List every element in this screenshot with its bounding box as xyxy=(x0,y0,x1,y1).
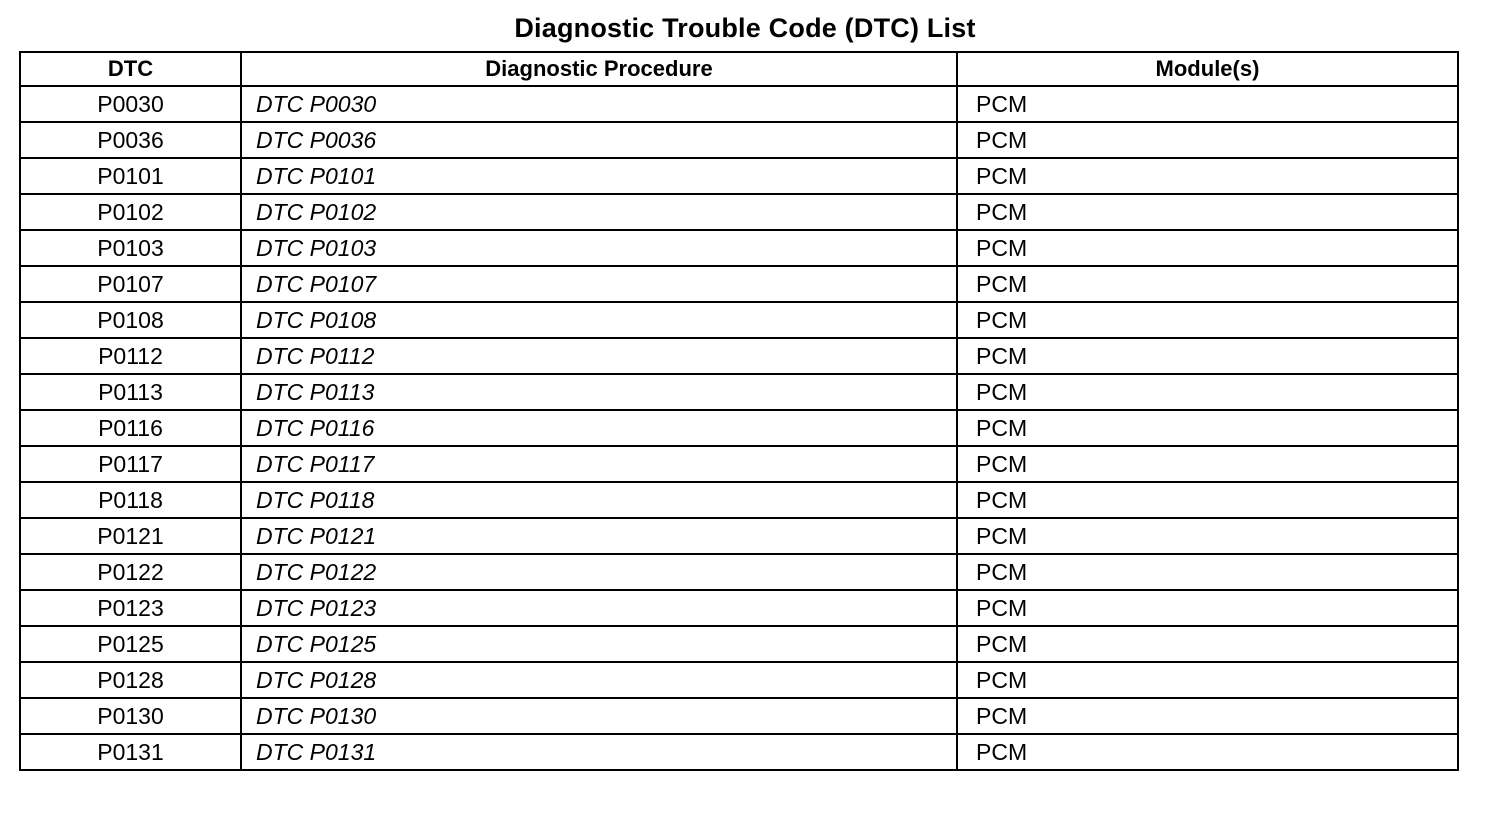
table-row xyxy=(20,158,1458,194)
dtc-code-cell: P0108 xyxy=(20,302,241,338)
module-cell: PCM xyxy=(957,122,1458,158)
column-header-diagnostic-procedure: Diagnostic Procedure xyxy=(241,52,957,86)
dtc-code-cell: P0121 xyxy=(20,518,241,554)
dtc-code-cell: P0116 xyxy=(20,410,241,446)
dtc-code-cell: P0102 xyxy=(20,194,241,230)
diagnostic-procedure-link[interactable]: DTC P0123 xyxy=(241,590,957,626)
module-cell: PCM xyxy=(957,590,1458,626)
table-header-row xyxy=(20,52,1458,86)
table-row xyxy=(20,662,1458,698)
module-cell: PCM xyxy=(957,554,1458,590)
diagnostic-procedure-link[interactable]: DTC P0108 xyxy=(241,302,957,338)
table-row xyxy=(20,590,1458,626)
module-cell: PCM xyxy=(957,230,1458,266)
module-cell: PCM xyxy=(957,374,1458,410)
module-cell: PCM xyxy=(957,266,1458,302)
page-title: Diagnostic Trouble Code (DTC) List xyxy=(514,13,976,43)
diagnostic-procedure-link[interactable]: DTC P0113 xyxy=(241,374,957,410)
dtc-code-cell: P0125 xyxy=(20,626,241,662)
table-row xyxy=(20,302,1458,338)
dtc-code-cell: P0130 xyxy=(20,698,241,734)
module-cell: PCM xyxy=(957,338,1458,374)
diagnostic-procedure-link[interactable]: DTC P0112 xyxy=(241,338,957,374)
dtc-table xyxy=(19,51,1459,771)
table-row xyxy=(20,518,1458,554)
diagnostic-procedure-link[interactable]: DTC P0103 xyxy=(241,230,957,266)
module-cell: PCM xyxy=(957,734,1458,770)
diagnostic-procedure-link[interactable]: DTC P0125 xyxy=(241,626,957,662)
dtc-code-cell: P0112 xyxy=(20,338,241,374)
module-cell: PCM xyxy=(957,482,1458,518)
dtc-code-cell: P0118 xyxy=(20,482,241,518)
module-cell: PCM xyxy=(957,410,1458,446)
table-body xyxy=(20,86,1458,770)
module-cell: PCM xyxy=(957,158,1458,194)
diagnostic-procedure-link[interactable]: DTC P0030 xyxy=(241,86,957,122)
dtc-code-cell: P0036 xyxy=(20,122,241,158)
column-header-modules: Module(s) xyxy=(957,52,1458,86)
dtc-code-cell: P0113 xyxy=(20,374,241,410)
dtc-code-cell: P0122 xyxy=(20,554,241,590)
diagnostic-procedure-link[interactable]: DTC P0101 xyxy=(241,158,957,194)
module-cell: PCM xyxy=(957,698,1458,734)
table-row xyxy=(20,626,1458,662)
module-cell: PCM xyxy=(957,86,1458,122)
dtc-code-cell: P0103 xyxy=(20,230,241,266)
dtc-code-cell: P0107 xyxy=(20,266,241,302)
table-row xyxy=(20,734,1458,770)
diagnostic-procedure-link[interactable]: DTC P0130 xyxy=(241,698,957,734)
table-row xyxy=(20,698,1458,734)
table-row xyxy=(20,482,1458,518)
module-cell: PCM xyxy=(957,626,1458,662)
dtc-code-cell: P0117 xyxy=(20,446,241,482)
table-row xyxy=(20,266,1458,302)
diagnostic-procedure-link[interactable]: DTC P0121 xyxy=(241,518,957,554)
module-cell: PCM xyxy=(957,302,1458,338)
diagnostic-procedure-link[interactable]: DTC P0118 xyxy=(241,482,957,518)
diagnostic-procedure-link[interactable]: DTC P0122 xyxy=(241,554,957,590)
table-row xyxy=(20,122,1458,158)
table-row xyxy=(20,230,1458,266)
dtc-code-cell: P0128 xyxy=(20,662,241,698)
table-row xyxy=(20,554,1458,590)
table-row xyxy=(20,338,1458,374)
diagnostic-procedure-link[interactable]: DTC P0128 xyxy=(241,662,957,698)
diagnostic-procedure-link[interactable]: DTC P0117 xyxy=(241,446,957,482)
diagnostic-procedure-link[interactable]: DTC P0102 xyxy=(241,194,957,230)
dtc-code-cell: P0030 xyxy=(20,86,241,122)
table-row xyxy=(20,86,1458,122)
table-row xyxy=(20,446,1458,482)
table-row xyxy=(20,194,1458,230)
module-cell: PCM xyxy=(957,662,1458,698)
module-cell: PCM xyxy=(957,446,1458,482)
module-cell: PCM xyxy=(957,194,1458,230)
diagnostic-procedure-link[interactable]: DTC P0116 xyxy=(241,410,957,446)
dtc-code-cell: P0101 xyxy=(20,158,241,194)
column-header-dtc: DTC xyxy=(20,52,241,86)
diagnostic-procedure-link[interactable]: DTC P0131 xyxy=(241,734,957,770)
diagnostic-procedure-link[interactable]: DTC P0036 xyxy=(241,122,957,158)
table-row xyxy=(20,374,1458,410)
dtc-code-cell: P0131 xyxy=(20,734,241,770)
dtc-code-cell: P0123 xyxy=(20,590,241,626)
module-cell: PCM xyxy=(957,518,1458,554)
table-row xyxy=(20,410,1458,446)
diagnostic-procedure-link[interactable]: DTC P0107 xyxy=(241,266,957,302)
